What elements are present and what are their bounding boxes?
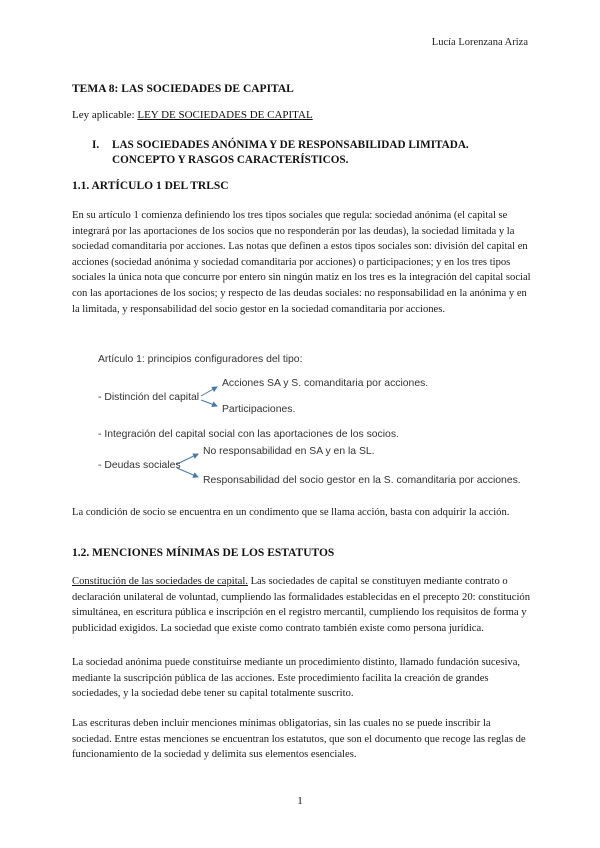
diagram-heading: Artículo 1: principios configuradores del tipo: (98, 354, 303, 365)
article-1-diagram (98, 350, 528, 500)
arrow-capital-to-shares (201, 387, 217, 396)
subsection-1-1-title: 1.1. ARTÍCULO 1 DEL TRLSC (72, 180, 229, 192)
successive-foundation-paragraph: La sociedad anónima puede constituirse mediante un procedimiento distinto, llamado fundación sucesiva, mediante la suscripción pública de las acciones. Este procedimiento facilita la creación de grandes sociedades, y la sociedad debe tener su capital totalmente suscrito. (72, 657, 521, 700)
page-number: 1 (297, 795, 303, 807)
arrow-capital-to-participations (201, 400, 217, 406)
diagram-capital-label: - Distinción del capital (98, 392, 200, 403)
section-1-title: LAS SOCIEDADES ANÓNIMA Y DE RESPONSABILIDAD LIMITADA. CONCEPTO Y RASGOS CARACTERÍSTICOS. (112, 139, 469, 166)
applicable-law-name: LEY DE SOCIEDADES DE CAPITAL (137, 109, 313, 121)
diagram-debts-branch-2: Responsabilidad del socio gestor en la S. comanditaria por acciones. (203, 475, 521, 486)
constitution-text: Las sociedades de capital se constituyen mediante contrato o declaración unilateral de voluntad, cumpliendo las formalidades establecidas en el precepto 20: constitución simultánea, en escritura pública e inscripción en el registro mercantil, cumpliendo los requisitos de forma y publicidad exigidos. La sociedad que existe como contrato también existe como persona jurídica. (72, 576, 531, 634)
applicable-law-prefix: Ley aplicable: (72, 109, 138, 121)
constitution-heading: Constitución de las sociedades de capital. (72, 576, 248, 587)
diagram-debts-branch-1: No responsabilidad en SA y en la SL. (203, 446, 375, 457)
diagram-capital-branch-2: Participaciones. (222, 404, 296, 415)
applicable-law (72, 109, 313, 121)
diagram-integration: - Integración del capital social con las aportaciones de los socios. (98, 429, 399, 440)
constitution-paragraph (72, 574, 532, 636)
shareholder-condition-paragraph: La condición de socio se encuentra en un condimento que se llama acción, basta con adquirir la acción. (72, 507, 510, 518)
topic-title: TEMA 8: LAS SOCIEDADES DE CAPITAL (72, 83, 294, 95)
diagram-debts-label: - Deudas sociales (98, 460, 181, 471)
deeds-paragraph: Las escrituras deben incluir menciones mínimas obligatorias, sin las cuales no se puede inscribir la sociedad. Entre estas menciones se encuentran los estatutos, que son el documento que recoge las reglas de funcionamiento de la sociedad y delimita sus elementos esenciales. (72, 718, 526, 761)
section-1-number: I. (92, 139, 100, 151)
diagram-capital-branch-1: Acciones SA y S. comanditaria por acciones. (222, 378, 429, 389)
subsection-1-2-title: 1.2. MENCIONES MÍNIMAS DE LOS ESTATUTOS (72, 547, 335, 559)
author-name: Lucía Lorenzana Ariza (431, 37, 528, 48)
article-1-paragraph: En su artículo 1 comienza definiendo los tres tipos sociales que regula: sociedad anónima (el capital se integrará por las aportaciones de los socios que no responderán por las deudas), la sociedad limitada y la sociedad comanditaria por acciones. Las notas que definen a estos tipos sociales son: división del capital en acciones (sociedad anónima y sociedad comanditaria por acciones) o participaciones; y en los tres tipos sociales la única nota que concurre por entero sin ningún matiz en los tres es la integración del capital social con las aportaciones de los socios; y respecto de las deudas sociales: no responsabilidad en la anónima y en la limitada, y responsabilidad del socio gestor en la sociedad comanditaria por acciones. (72, 210, 531, 315)
